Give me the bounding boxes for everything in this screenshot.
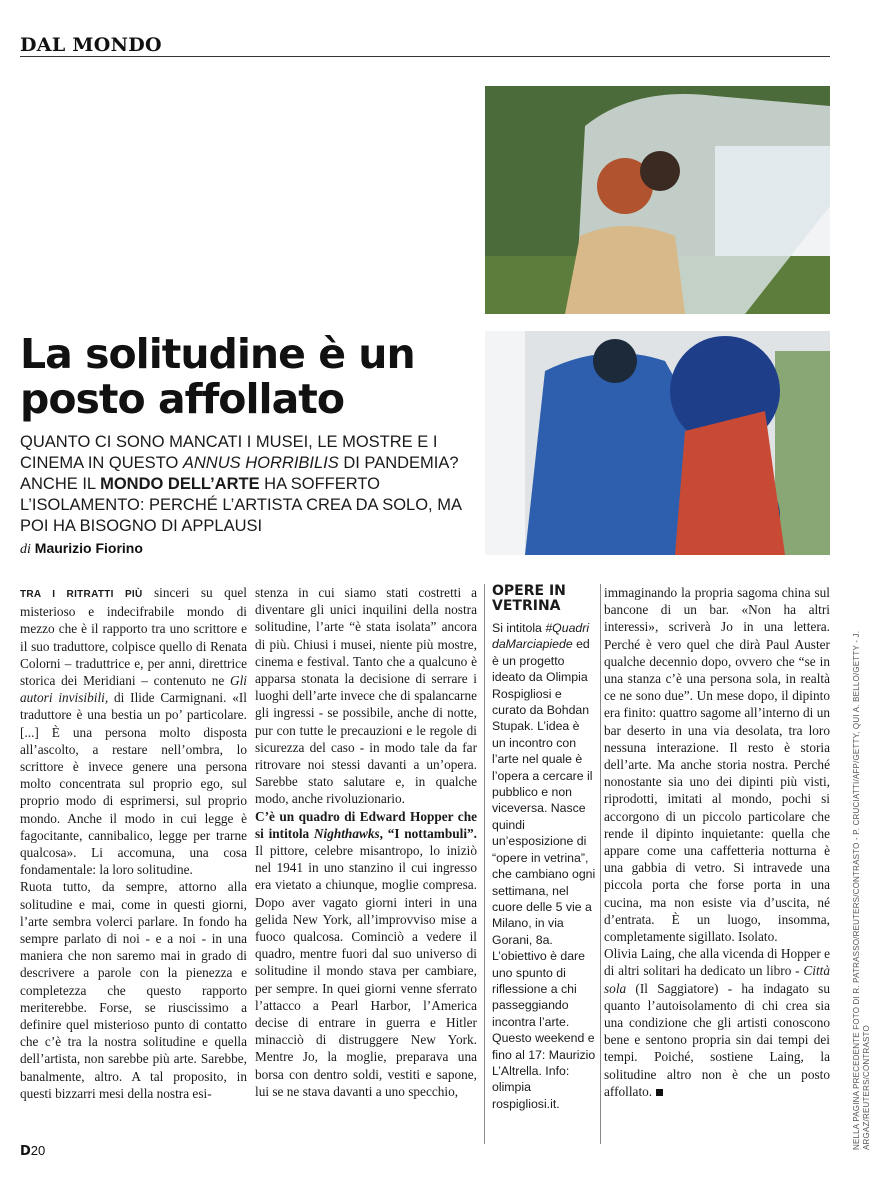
column-divider-left: [484, 584, 485, 1144]
article-column-1: [20, 584, 247, 1102]
article-column-2: [255, 584, 477, 1100]
deck-bold: MONDO DELL’ARTE: [100, 475, 260, 493]
column4-text-a: Olivia Laing, che alla vicenda di Hopper e di altri solitari ha dedicato un libro -: [604, 946, 830, 979]
column4-para2: [604, 945, 830, 1100]
section-label: DAL MONDO: [20, 34, 162, 56]
sidebar-intro: Si intitola: [492, 621, 546, 635]
photo-embrace-plastic-curtain: [485, 86, 830, 314]
sidebar-hashtag: #Quadri daMarciapiede: [492, 621, 590, 652]
column2-text: Il pittore, celebre misantropo, lo iniziò nel 1941 in uno stanzino il cui ingresso era vietato a chiunque, moglie compresa. Dopo aver vagato giorni interi in una gelida New York, all’improvviso mise a fuoco qualcosa. Cominciò a vedere il quadro, mentre fuori dal suo universo di solitudine il mondo stava per cambiare, per sempre. In quei giorni venne sferrato l’attacco a Pearl Harbor, l’America decise di entrare in guerra e Hitler minacciò di distruggere New York. Mentre Jo, la moglie, preparava una borsa con dentro soldi, vestiti e sapone, lui se ne stava davanti a uno specchio,: [255, 843, 477, 1099]
photo-embrace-protective-gown: [485, 331, 830, 555]
folio-page: 20: [30, 1143, 46, 1158]
header-rule: [20, 56, 830, 57]
highlight-italic: Nighthawks: [313, 825, 380, 841]
byline: [20, 540, 143, 558]
headline: La solitudine è un posto affollato: [20, 330, 415, 423]
column1-text2: di Ilide Carmignani. «Il traduttore è una bestia un po’ particolare. [...] È una persona molto disposta all’ascolto, a restare nell’ombra, lo scrittore è invece genere una persona molto concentrata sul proprio ego, sul proprio modo di esprimersi, sul proprio mondo. Anche il modo in cui legge è fagocitante, cannibalico, legge per trarne qualcosa». Li accomuna, una cosa fondamentale: la loro solitudine.: [20, 690, 247, 878]
column4-text-b: (Il Saggiatore) - ha indagato su quanto l’autoisolamento di chi crea sia una condizione che gli artisti conoscono bene e sentono propria sin dai tempi dei tempi. Poiché, sostiene Laing, la solitudine altro non è che un posto affollato.: [604, 980, 830, 1099]
photo-credit: NELLA PAGINA PRECEDENTE FOTO DI R. PATRASSO/REUTERS/CONTRASTO - P. CRUCIATTI/AFP/GETTY, QUI A. BELLO/GETTY - J. ARGAZ/REUTERS/CONTRASTO: [852, 630, 871, 1150]
lead-in: TRA I RITRATTI PIÙ: [20, 589, 143, 600]
article-column-4: [604, 584, 830, 1100]
book-title-2: Città sola: [604, 963, 830, 996]
deck-part2: DI PANDEMIA? ANCHE IL: [20, 454, 459, 493]
sidebar-title: OPERE IN VETRINA: [492, 583, 566, 614]
column1-para1: [20, 584, 247, 878]
column2-para2: [255, 808, 477, 1100]
byline-prefix: di: [20, 542, 31, 557]
deck-italic: ANNUS HORRIBILIS: [182, 454, 339, 472]
byline-author: Maurizio Fiorino: [34, 540, 143, 556]
deck: [20, 432, 480, 537]
column4-para1: immaginando la propria sagoma china sul bancone di un bar. «Non ha altri interessi», scriverà Jo in una lettera. Perché è vero quel che dirà Paul Auster qualche decennio dopo, ovvero che “se in una stanza c’è una persona sola, in realtà ce ne sono due”. Un mese dopo, il dipinto era finito: quattro sagome all’interno di un bar deserto in una via desolata, tra loro nessuna interazione. Il resto è storia dell’arte. Ma anche storia nostra. Perché nonostante sia uno dei dipinti più visti, riprodotti, imitati al mondo, pochi si accorgono di un piccolo particolare che rende il dipinto inquietante: quella che appare come una caffetteria notturna è una gabbia di vetro. Si intravede una piccola porta che forse porta in una cucina, ma non esiste via d’uscita, né d’entrata. È un luogo, insomma, completamente sigillato. Isolato.: [604, 585, 830, 945]
page-folio: [20, 1143, 45, 1159]
folio-mag: D: [20, 1144, 31, 1159]
sidebar-text: ed è un progetto ideato da Olimpia Rospigliosi e curato da Bohdan Stupak. L’idea è un incontro con l’arte nel quale è l’opera a cercare il pubblico e non viceversa. Nasce quindi un’esposizione di “opere in vetrina”, che cambiano ogni settimana, nel cuore delle 5 vie a Milano, in via Gorani, 8a. L’obiettivo è dare uno spunto di riflessione a chi passeggiando incontra l’arte. Questo weekend e fino al 17: Maurizio L’Altrella. Info: olimpia rospigliosi.it.: [492, 637, 596, 1111]
highlight-text-1: C’è un quadro di Edward Hopper che si intitola: [255, 808, 477, 841]
deck-part3: HA SOFFERTO L’ISOLAMENTO: PERCHÉ L’ARTISTA CREA DA SOLO, MA POI HA BISOGNO DI APPLAUSI: [20, 475, 462, 535]
highlight-text-2: , “I nottambuli”.: [379, 825, 477, 841]
column1-text1: sinceri su quel misterioso e indecifrabile mondo di mezzo che è il rapporto tra uno scrittore e il suo traduttore, colpisce quello di Renata Colorni – traduttrice e, per anni, direttrice storica dei Meridiani – contenuto ne: [20, 585, 247, 689]
column-divider-right: [600, 584, 601, 1144]
column2-para1: stenza in cui siamo stati costretti a diventare gli unici inquilini della nostra solitudine, l’arte “è stata isolata” ancora di più. Chiusi i musei, niente più mostre, cinema e festival. Tanto che a qualcuno è apparsa stonata la decisione di serrare i luoghi dell’arte invece che di spalancarne gli ingressi - se possibile, anche di notte, pur con tutte le precauzioni e le regole di sicurezza del caso - in modo tale da far ritrovare noi stessi davanti a un’opera. Sarebbe stato salutare e, in qualche modo, anche rivoluzionario.: [255, 585, 477, 807]
book-title: Gli autori invisibili,: [20, 673, 247, 706]
end-mark: [656, 1089, 663, 1096]
sidebar-body: [492, 620, 596, 1112]
column1-para2: Ruota tutto, da sempre, attorno alla solitudine e mai, come in questi giorni, l’arte sembra volerci parlare. In fondo ha sempre parlato di noi - e a noi - in una maniera che non saremo mai in grado di descrivere a parole con la pienezza e completezza che questo rapporto meriterebbe. Forse, se riuscissimo a definire quel misterioso punto di contatto che c’è tra la nostra solitudine e quella dell’artista, non sarebbe più arte. Sarebbe, banalmente, altro. A tal proposito, in questi bizzarri mesi della nostra esi-: [20, 879, 247, 1101]
sidebar-box: [492, 584, 596, 1112]
deck-part1: QUANTO CI SONO MANCATI I MUSEI, LE MOSTRE E I CINEMA IN QUESTO: [20, 433, 438, 472]
